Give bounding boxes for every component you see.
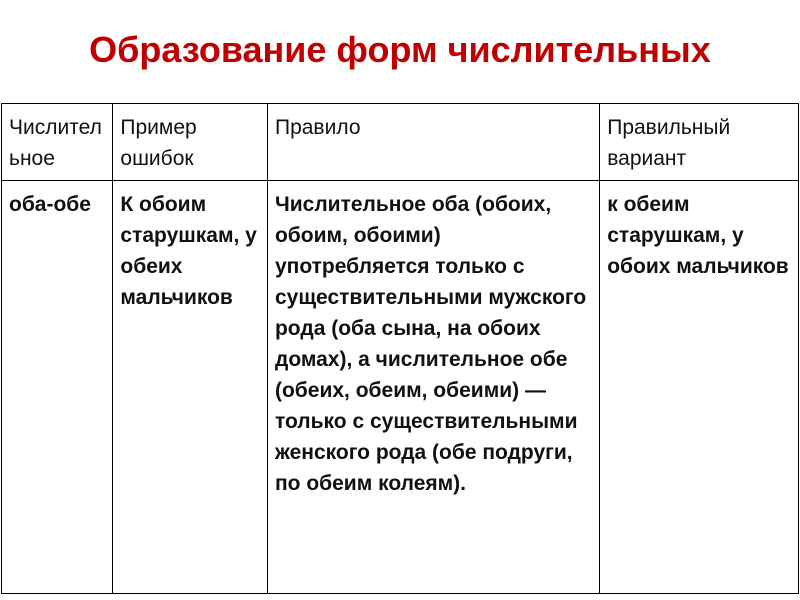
table-header-row (2, 104, 799, 181)
cell-error-example: К обоим старушкам, у обеих мальчиков (113, 181, 268, 594)
header-rule: Правило (267, 104, 599, 181)
header-error-example: Пример ошибок (113, 104, 268, 181)
cell-correct-variant: к обеим старушкам, у обоих мальчиков (600, 181, 799, 594)
cell-numeral: оба-обе (2, 181, 113, 594)
numerals-table (1, 103, 799, 594)
header-numeral: Числительное (2, 104, 113, 181)
header-correct-variant: Правильный вариант (600, 104, 799, 181)
cell-rule: Числительное оба (обоих, обоим, обоими) употребляется только с существительными мужского рода (оба сына, на обоих домах), а числительное обе (обеих, обеим, обеими) — только с существительными женского рода (обе подруги, по обеим колеям). (267, 181, 599, 594)
slide-title: Образование форм числительных (89, 29, 711, 70)
table-row (2, 181, 799, 594)
